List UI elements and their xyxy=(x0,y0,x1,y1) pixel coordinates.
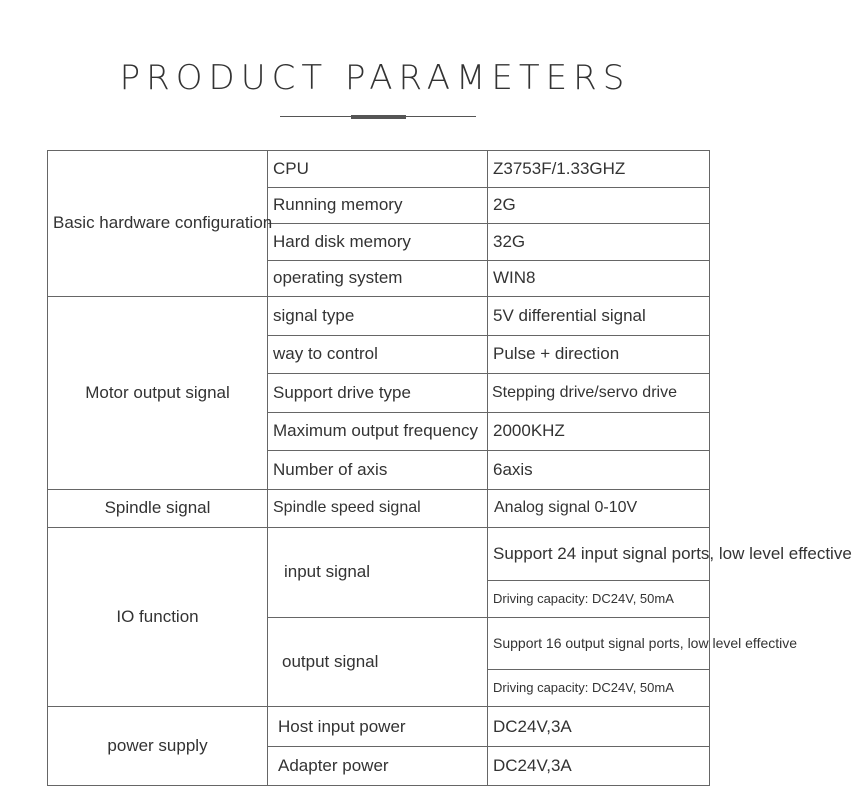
param-label: way to control xyxy=(268,335,488,374)
param-label: Support drive type xyxy=(268,374,488,413)
table-row xyxy=(48,528,710,581)
param-label: Adapter power xyxy=(268,747,488,786)
param-label: signal type xyxy=(268,297,488,336)
param-label: CPU xyxy=(268,151,488,188)
param-label: Number of axis xyxy=(268,451,488,490)
param-label: Hard disk memory xyxy=(268,224,488,261)
param-label: input signal xyxy=(268,528,488,617)
param-label: Running memory xyxy=(268,187,488,224)
category-motor-output: Motor output signal xyxy=(48,297,268,490)
param-value: Z3753F/1.33GHZ xyxy=(488,151,710,188)
param-value: WIN8 xyxy=(488,260,710,297)
category-spindle: Spindle signal xyxy=(48,489,268,528)
category-basic-hardware: Basic hardware configuration xyxy=(48,151,268,297)
param-label: Maximum output frequency xyxy=(268,412,488,451)
param-value: Support 16 output signal ports, low level effective xyxy=(488,617,710,670)
param-label: Spindle speed signal xyxy=(268,489,488,528)
param-label: Host input power xyxy=(268,706,488,747)
param-label: operating system xyxy=(268,260,488,297)
table-row xyxy=(48,706,710,747)
category-io-function: IO function xyxy=(48,528,268,707)
table-row xyxy=(48,297,710,336)
title-divider-accent xyxy=(351,115,406,119)
param-value: DC24V,3A xyxy=(488,706,710,747)
param-value: 2G xyxy=(488,187,710,224)
param-value: 5V differential signal xyxy=(488,297,710,336)
category-power-supply: power supply xyxy=(48,706,268,785)
table-row xyxy=(48,151,710,188)
param-value: Support 24 input signal ports, low level effective xyxy=(488,528,710,581)
param-value: Pulse + direction xyxy=(488,335,710,374)
param-value: 32G xyxy=(488,224,710,261)
param-value: 2000KHZ xyxy=(488,412,710,451)
param-value: Stepping drive/servo drive xyxy=(488,374,710,413)
param-label: output signal xyxy=(268,617,488,706)
parameters-table xyxy=(47,150,852,786)
param-value: 6axis xyxy=(488,451,710,490)
page-title: PRODUCT PARAMETERS xyxy=(119,58,631,98)
param-value: DC24V,3A xyxy=(488,747,710,786)
param-value: Driving capacity: DC24V, 50mA xyxy=(488,580,710,617)
table-row xyxy=(48,489,710,528)
param-value: Analog signal 0-10V xyxy=(488,489,710,528)
param-value: Driving capacity: DC24V, 50mA xyxy=(488,670,710,707)
